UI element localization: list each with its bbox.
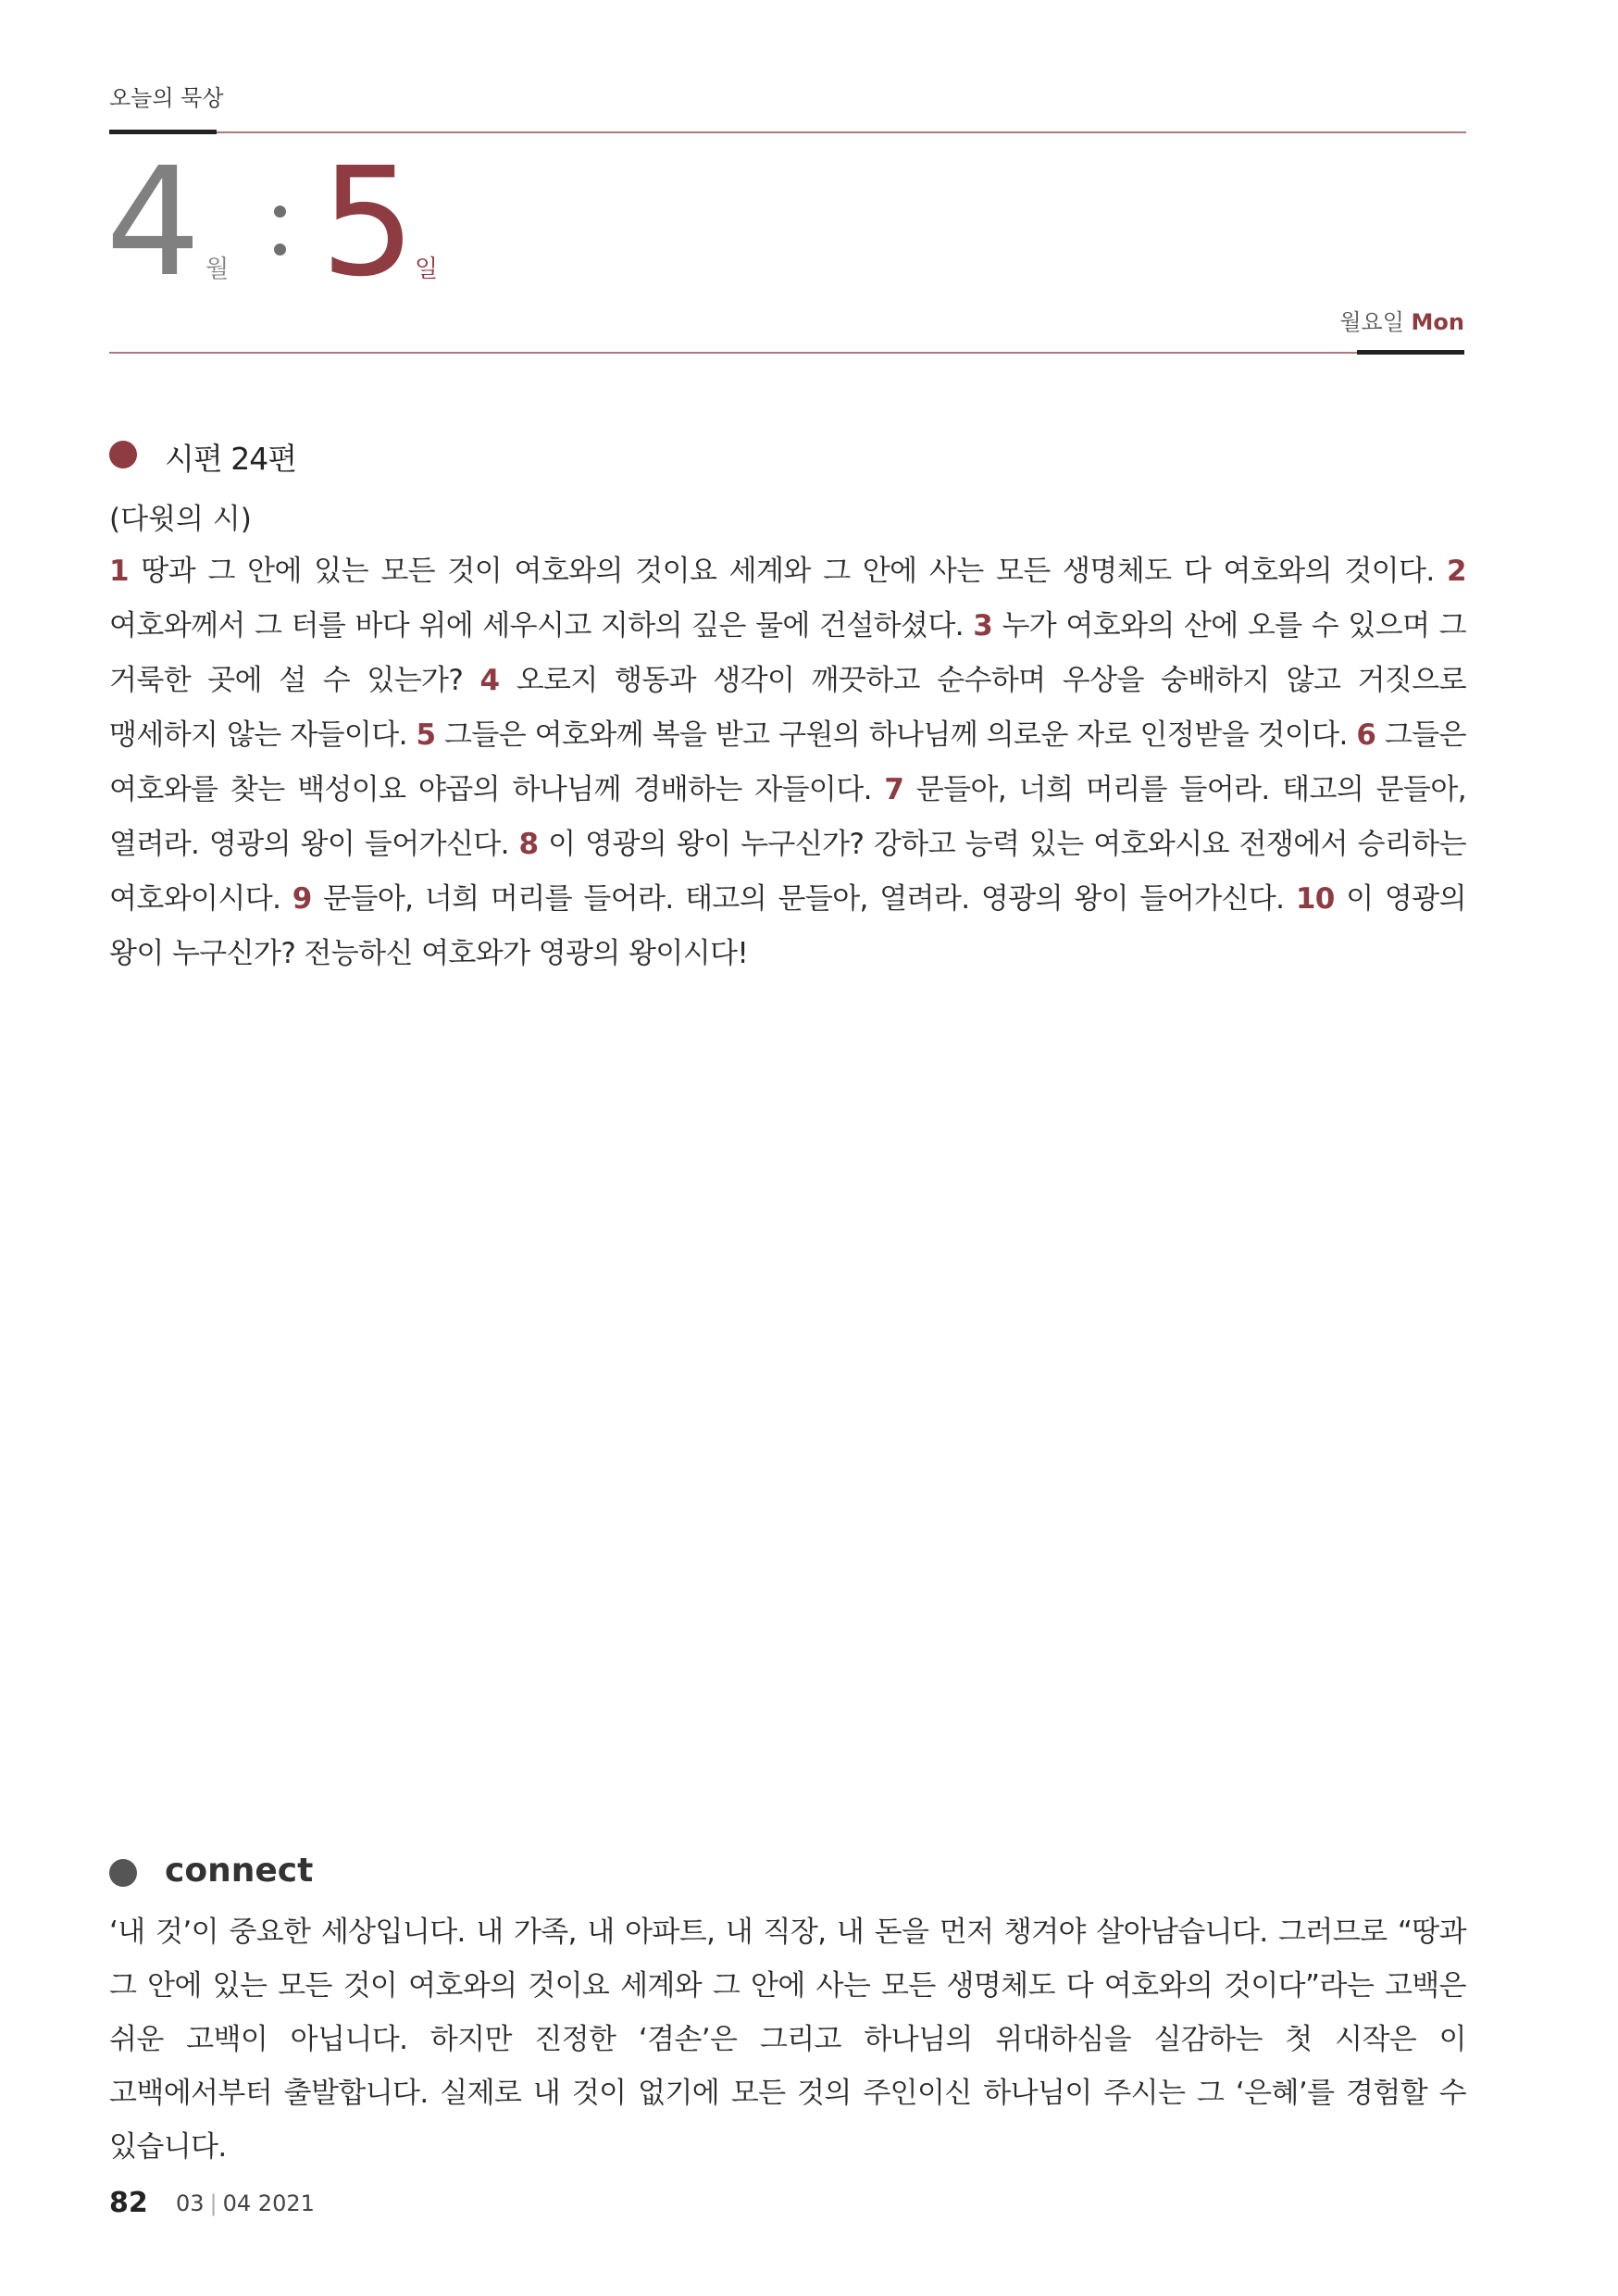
date-colon-dot-top [274,206,286,218]
weekday-underline [1357,350,1464,355]
issue-rest: 04 2021 [222,2190,315,2216]
verse-number: 3 [973,609,993,643]
scripture-passage [109,544,1466,981]
weekday-english: Mon [1411,309,1464,335]
issue-month: 03 [176,2190,205,2216]
verse-text: 문들아, 너희 머리를 들어라. 태고의 문들아, 열려라. 영광의 왕이 들어가신다. [323,882,1285,916]
verse-number: 2 [1447,555,1466,588]
date-colon-dot-bottom [274,243,286,256]
verse-text: 누가 여호와의 산에 오를 수 있으며 그 거룩한 곳에 설 수 있는가? [109,609,1466,697]
weekday [1339,304,1464,336]
issue-separator: | [209,2190,218,2216]
verse-number: 4 [479,664,500,697]
scripture-bullet-icon [109,441,137,468]
scripture-title: 시편 24편 [165,441,297,477]
verse-number: 6 [1356,718,1376,752]
connect-body: ‘내 것’이 중요한 세상입니다. 내 가족, 내 아파트, 내 직장, 내 돈을 먼저 챙겨야 살아남습니다. 그러므로 “땅과 그 안에 있는 모든 것이 여호와의 것이요 세계와 그 안에 사는 모든 생명체도 다 여호와의 것이다”라는 고백은 쉬운 고백이 아닙니다. 하지만 진정한 ‘겸손’은 그리고 하나님의 위대하심을 실감하는 첫 시작은 이 고백에서부터 출발합니다. 실제로 내 것이 없기에 모든 것의 주인이신 하나님이 주시는 그 ‘은혜’를 경험할 수 있습니다. [109,1915,1466,2164]
verse-text: 이 영광의 왕이 누구신가? 전능하신 여호와가 영광의 왕이시다! [109,882,1466,970]
verse-number: 7 [884,773,904,806]
weekday-korean: 월요일 [1339,309,1404,335]
verse-text: 여호와께서 그 터를 바다 위에 세우시고 지하의 깊은 물에 건설하셨다. [109,609,964,643]
day-unit: 일 [415,256,439,283]
verse-text: 그들은 여호와를 찾는 백성이요 야곱의 하나님께 경배하는 자들이다. [109,718,1466,806]
scripture-subtitle: (다윗의 시) [109,503,252,536]
verse-number: 1 [109,555,129,588]
verse-number: 10 [1295,882,1335,916]
verse-text: 그들은 여호와께 복을 받고 구원의 하나님께 의로운 자로 인정받을 것이다. [444,718,1348,752]
header-label: 오늘의 묵상 [109,85,224,111]
header-top-rule [217,131,1466,133]
verse-number: 8 [518,828,539,861]
header-bottom-rule [109,352,1357,354]
connect-bullet-icon [109,1859,137,1887]
month-unit: 월 [205,256,230,283]
verse-number: 9 [292,882,312,916]
verse-text: 오로지 행동과 생각이 깨끗하고 순수하며 우상을 숭배하지 않고 거짓으로 맹세하지 않는 자들이다. [109,664,1466,752]
day-number: 5 [320,136,413,310]
verse-text: 이 영광의 왕이 누구신가? 강하고 능력 있는 여호와시요 전쟁에서 승리하는 여호와이시다. [109,828,1466,916]
verse-text: 문들아, 너희 머리를 들어라. 태고의 문들아, 열려라. 영광의 왕이 들어가신다. [109,773,1466,861]
header-label-underline [109,130,217,134]
connect-title: connect [165,1852,314,1890]
verse-number: 5 [416,718,436,752]
issue-info [176,2190,315,2216]
verse-text: 땅과 그 안에 있는 모든 것이 여호와의 것이요 세계와 그 안에 사는 모든 생명체도 다 여호와의 것이다. [141,555,1435,588]
page-number: 82 [109,2187,148,2219]
month-number: 4 [106,136,198,310]
